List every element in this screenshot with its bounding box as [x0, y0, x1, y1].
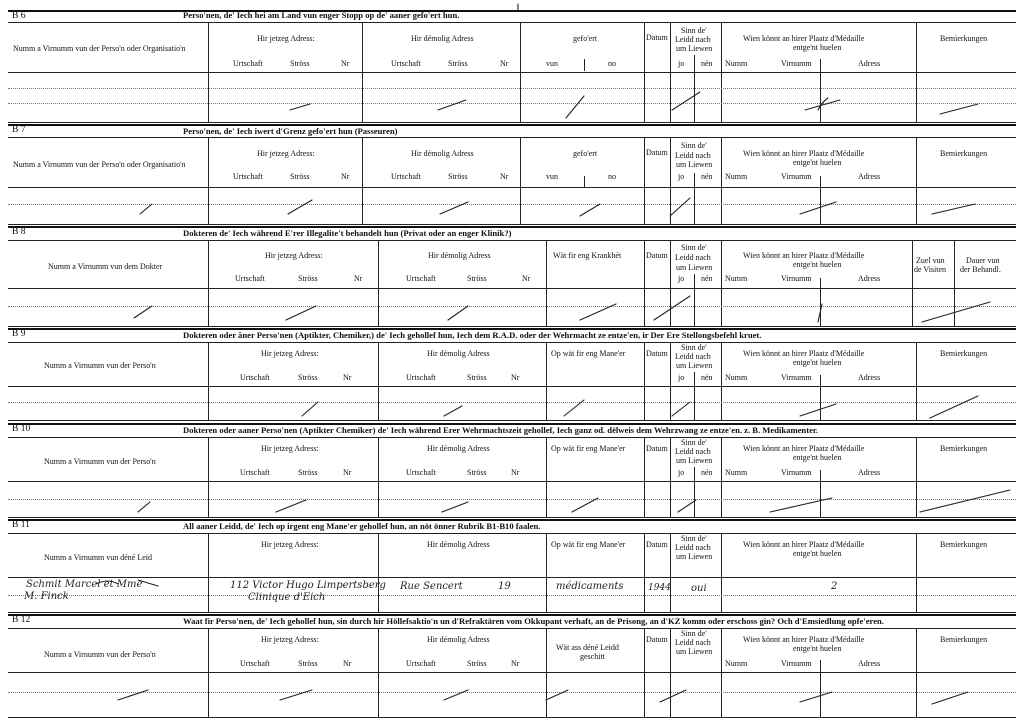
col-nr: Nr: [354, 274, 363, 283]
col-remarks: Bemierkungen: [940, 149, 988, 158]
col-nr: Nr: [343, 659, 352, 668]
col-street: Ströss: [448, 59, 468, 68]
section-b10: [8, 423, 1016, 517]
col-address: Adress: [858, 59, 881, 68]
col-yes: jo: [678, 468, 685, 477]
handwritten-how: médicaments: [556, 581, 624, 592]
col-street: Ströss: [448, 172, 468, 181]
col-former-address: Hir démolig Adress: [428, 251, 491, 260]
col-to: no: [608, 59, 616, 68]
col-street: Ströss: [298, 274, 318, 283]
col-former-address: Hir démolig Adress: [427, 635, 490, 644]
col-surname: Virnumm: [781, 373, 812, 382]
col-alive-2: Leidd nach: [675, 35, 711, 44]
col-to: no: [608, 172, 616, 181]
col-fled: gefo'ert: [573, 149, 598, 158]
col-street: Ströss: [298, 373, 318, 382]
col-surname: Virnumm: [781, 59, 812, 68]
col-alive-1: Sinn de': [681, 438, 707, 447]
section-code: B 9: [12, 329, 26, 339]
col-former-address: Hir démolig Adress: [427, 349, 490, 358]
col-alive-2: Leidd nach: [675, 543, 711, 552]
col-nr: Nr: [500, 59, 509, 68]
col-alive-2: Leidd nach: [675, 253, 711, 262]
col-date: Datum: [646, 33, 668, 42]
col-medal-2: entge'nt huelen: [793, 549, 842, 558]
col-illness: Wät fir eng Krankhét: [553, 251, 622, 260]
section-title: Dokteren de' Iech während E'rer Illegalite't behandelt hun (Privat oder an enger Klinik?): [183, 228, 512, 238]
col-from: vun: [546, 172, 558, 181]
col-alive-1: Sinn de': [681, 243, 707, 252]
col-yes: jo: [678, 373, 685, 382]
handwritten-name: Schmit Marcel et Mme: [26, 579, 143, 590]
section-code: B 11: [12, 520, 30, 530]
col-visits-2: de Visiten: [914, 265, 947, 274]
col-place: Urtschaft: [235, 274, 265, 283]
col-former-address: Hir démolig Adress: [427, 540, 490, 549]
col-first-name: Numm: [725, 172, 748, 181]
section-b11: [8, 519, 1016, 612]
col-surname: Virnumm: [781, 274, 812, 283]
col-street: Ströss: [298, 659, 318, 668]
col-alive-3: um Liewen: [676, 160, 713, 169]
col-first-name: Numm: [725, 274, 748, 283]
handwritten-yes: oui: [691, 583, 707, 594]
col-street: Ströss: [467, 468, 487, 477]
col-medal-1: Wien könnt an hirer Plaatz d'Médaille: [743, 251, 865, 260]
col-alive-1: Sinn de': [681, 343, 707, 352]
col-no: nén: [701, 59, 713, 68]
col-no: nén: [701, 172, 713, 181]
col-alive-3: um Liewen: [676, 647, 713, 656]
col-yes: jo: [678, 274, 685, 283]
col-medal-1: Wien könnt an hirer Plaatz d'Médaille: [743, 635, 865, 644]
col-street: Ströss: [467, 659, 487, 668]
col-help-2: geschitt: [580, 652, 605, 661]
col-nr: Nr: [500, 172, 509, 181]
col-medal-2: entge'nt huelen: [793, 644, 842, 653]
section-b8: [8, 226, 1016, 326]
col-yes: jo: [678, 172, 685, 181]
section-title: All aaner Leidd, de' Iech op irgent eng Mane'er gehollef hun, an nöt önner Rubrik B1-B10 faalen.: [183, 521, 541, 531]
col-remarks: Bemierkungen: [940, 540, 988, 549]
section-title: Dokteren oder aaner Perso'nen (Aptikter Chemiker) de' Iech während Erer Wehrmachtszeit gehollef, Iech ganz od. dëlweis dem Wehrzwang ze entze'en. z. B. Medikamenter.: [183, 425, 819, 435]
col-alive-3: um Liewen: [676, 361, 713, 370]
col-fled: gefo'ert: [573, 34, 598, 43]
col-place: Urtschaft: [406, 373, 436, 382]
col-remarks: Bemierkungen: [940, 635, 988, 644]
col-medal-1: Wien könnt an hirer Plaatz d'Médaille: [743, 34, 865, 43]
col-date: Datum: [646, 635, 668, 644]
handwritten-nr: 19: [498, 581, 511, 592]
col-former-address: Hir démolig Adress: [427, 444, 490, 453]
col-place: Urtschaft: [240, 659, 270, 668]
section-b6: [8, 10, 1016, 122]
col-no: nén: [701, 274, 713, 283]
col-no: nén: [701, 468, 713, 477]
col-street: Ströss: [290, 172, 310, 181]
col-remarks: Bemierkungen: [940, 444, 988, 453]
col-current-address: Hir jetzeg Adress:: [265, 251, 323, 260]
col-first-name: Numm: [725, 373, 748, 382]
handwritten-street: Rue Sencert: [400, 581, 463, 592]
col-place: Urtschaft: [233, 59, 263, 68]
col-date: Datum: [646, 349, 668, 358]
col-address: Adress: [858, 659, 881, 668]
col-medal-1: Wien könnt an hirer Plaatz d'Médaille: [743, 540, 865, 549]
col-place: Urtschaft: [406, 659, 436, 668]
col-current-address: Hir jetzeg Adress:: [257, 34, 315, 43]
col-name-header: Numm a Virnumm vun der Perso'n oder Organisatio'n: [13, 160, 186, 169]
col-medal-2: entge'nt huelen: [793, 43, 842, 52]
col-street: Ströss: [298, 468, 318, 477]
col-address: Adress: [858, 172, 881, 181]
col-nr: Nr: [341, 172, 350, 181]
col-current-address: Hir jetzeg Adress:: [261, 349, 319, 358]
col-name-header: Numm a Virnumm vun der Perso'n oder Organisatio'n: [13, 44, 186, 53]
section-code: B 6: [12, 11, 26, 21]
col-alive-2: Leidd nach: [675, 447, 711, 456]
col-address: Adress: [858, 274, 881, 283]
handwritten-number: 2: [831, 581, 838, 592]
section-code: B 12: [12, 615, 31, 625]
col-surname: Virnumm: [781, 468, 812, 477]
col-place: Urtschaft: [391, 172, 421, 181]
col-remarks: Bemierkungen: [940, 349, 988, 358]
col-place: Urtschaft: [406, 274, 436, 283]
handwritten-address-2: Clinique d'Eich: [248, 592, 326, 603]
col-alive-1: Sinn de': [681, 629, 707, 638]
col-address: Adress: [858, 373, 881, 382]
section-title: Perso'nen, de' Iech iwert d'Grenz gefo'ert hun (Passeuren): [183, 126, 398, 136]
col-medal-1: Wien könnt an hirer Plaatz d'Médaille: [743, 444, 865, 453]
section-title: Perso'nen, de' Iech hei am Land vun enger Stopp op de' aaner gefo'ert hun.: [183, 10, 460, 20]
col-alive-2: Leidd nach: [675, 638, 711, 647]
handwritten-name-2: M. Finck: [24, 591, 69, 602]
col-nr: Nr: [522, 274, 531, 283]
col-remarks: Bemierkungen: [940, 34, 988, 43]
col-how: Op wät fir eng Mane'er: [551, 349, 626, 358]
col-alive-3: um Liewen: [676, 44, 713, 53]
col-place: Urtschaft: [406, 468, 436, 477]
col-name-header: Numm a Virnumm vun dem Dokter: [48, 262, 163, 271]
col-date: Datum: [646, 251, 668, 260]
section-code: B 8: [12, 227, 26, 237]
col-first-name: Numm: [725, 468, 748, 477]
col-date: Datum: [646, 148, 668, 157]
col-surname: Virnumm: [781, 659, 812, 668]
col-duration-2: der Behandl.: [960, 265, 1001, 274]
col-medal-2: entge'nt huelen: [793, 453, 842, 462]
col-medal-2: entge'nt huelen: [793, 158, 842, 167]
col-nr: Nr: [511, 659, 520, 668]
col-current-address: Hir jetzeg Adress:: [257, 149, 315, 158]
col-name-header: Numm a Virnumm vun déné Leid: [44, 553, 153, 562]
col-medal-1: Wien könnt an hirer Plaatz d'Médaille: [743, 149, 865, 158]
col-first-name: Numm: [725, 59, 748, 68]
handwritten-date: 1944: [648, 583, 671, 593]
col-place: Urtschaft: [240, 373, 270, 382]
col-alive-1: Sinn de': [681, 141, 707, 150]
section-code: B 7: [12, 125, 26, 135]
col-duration-1: Dauer vun: [966, 256, 1000, 265]
section-code: B 10: [12, 424, 31, 434]
col-alive-1: Sinn de': [681, 26, 707, 35]
col-no: nén: [701, 373, 713, 382]
col-medal-2: entge'nt huelen: [793, 260, 842, 269]
col-nr: Nr: [343, 468, 352, 477]
col-place: Urtschaft: [233, 172, 263, 181]
section-title: Dokteren oder âner Perso'nen (Aptikter, Chemiker,) de' Iech gehollef hun, Iech dem R.A.D. oder der Wehrmacht ze entze'en, ir Der Ere Stellongsbefehl kruet.: [183, 330, 762, 340]
col-alive-3: um Liewen: [676, 263, 713, 272]
col-nr: Nr: [341, 59, 350, 68]
col-nr: Nr: [343, 373, 352, 382]
col-alive-1: Sinn de': [681, 534, 707, 543]
section-b7: [8, 124, 1016, 224]
col-nr: Nr: [511, 373, 520, 382]
col-address: Adress: [858, 468, 881, 477]
col-how: Op wät fir eng Mane'er: [551, 444, 626, 453]
col-medal-2: entge'nt huelen: [793, 358, 842, 367]
col-nr: Nr: [511, 468, 520, 477]
col-medal-1: Wien könnt an hirer Plaatz d'Médaille: [743, 349, 865, 358]
col-current-address: Hir jetzeg Adress:: [261, 444, 319, 453]
col-street: Ströss: [467, 373, 487, 382]
col-street: Ströss: [467, 274, 487, 283]
handwritten-address: 112 Victor Hugo Limpertsberg: [230, 580, 386, 591]
col-street: Ströss: [290, 59, 310, 68]
col-place: Urtschaft: [391, 59, 421, 68]
col-first-name: Numm: [725, 659, 748, 668]
col-former-address: Hir démolig Adress: [411, 34, 474, 43]
col-current-address: Hir jetzeg Adress:: [261, 635, 319, 644]
col-alive-2: Leidd nach: [675, 151, 711, 160]
col-from: vun: [546, 59, 558, 68]
col-help-1: Wät ass déné Leidd: [556, 643, 619, 652]
col-name-header: Numm a Virnumm vun der Perso'n: [44, 457, 156, 466]
col-alive-3: um Liewen: [676, 552, 713, 561]
col-name-header: Numm a Virnumm vun der Perso'n: [44, 361, 156, 370]
col-current-address: Hir jetzeg Adress:: [261, 540, 319, 549]
col-date: Datum: [646, 444, 668, 453]
col-yes: jo: [678, 59, 685, 68]
col-former-address: Hir démolig Adress: [411, 149, 474, 158]
col-place: Urtschaft: [240, 468, 270, 477]
col-visits-1: Zuel vun: [916, 256, 945, 265]
section-b9: [8, 328, 1016, 420]
col-alive-3: um Liewen: [676, 456, 713, 465]
col-alive-2: Leidd nach: [675, 352, 711, 361]
col-date: Datum: [646, 540, 668, 549]
col-how: Op wät fir eng Mane'er: [551, 540, 626, 549]
col-name-header: Numm a Virnumm vun der Perso'n: [44, 650, 156, 659]
section-b12: [8, 614, 1016, 717]
section-title: Waat fir Perso'nen, de' Iech gehollef hun, sin durch hir Höllefsaktio'n un d'Refraktären vom Okkupant verhaft, an de Prisong, an d'KZ komm oder erschoss gin? Och d'Emsiedlung opfe'eren.: [183, 616, 884, 626]
col-surname: Virnumm: [781, 172, 812, 181]
